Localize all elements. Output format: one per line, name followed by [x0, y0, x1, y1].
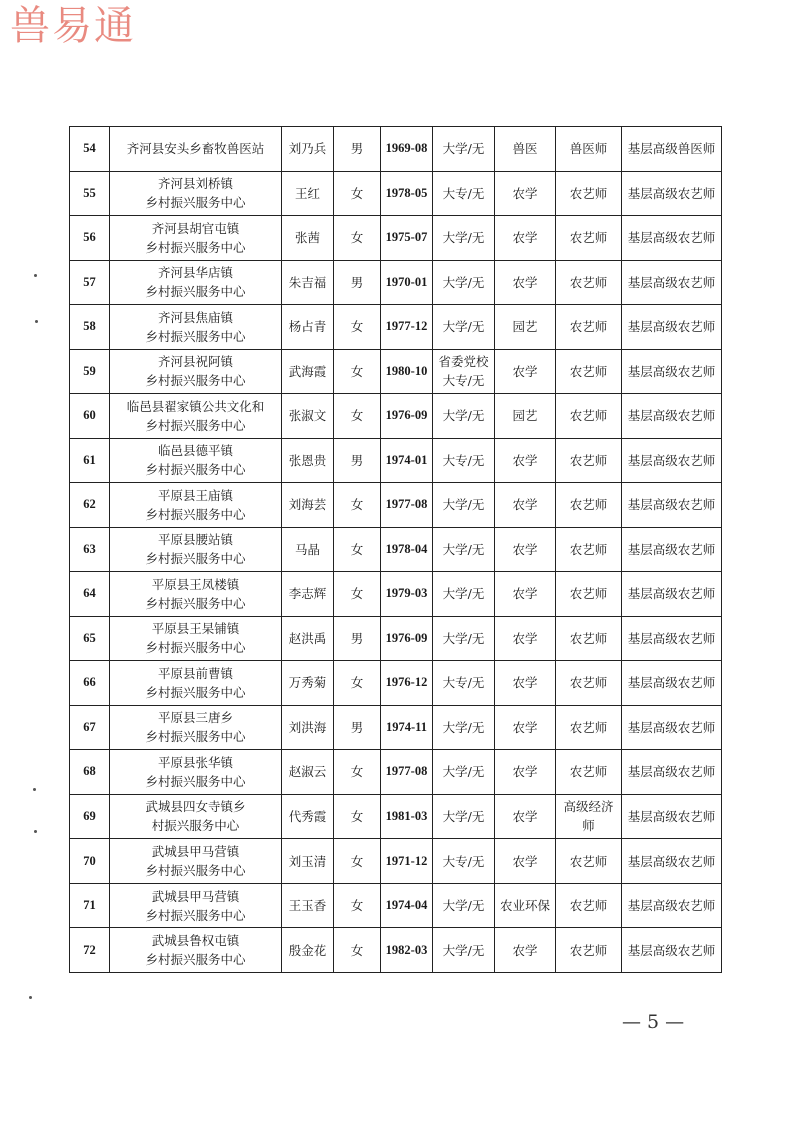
- cell-unit: [110, 572, 282, 617]
- cell-unit-line: 齐河县安头乡畜牧兽医站: [126, 141, 265, 157]
- table-row: [70, 127, 722, 172]
- cell-unit: [110, 661, 282, 706]
- cell-major: 农学: [495, 794, 556, 839]
- cell-title: [556, 171, 622, 216]
- cell-major: 农学: [495, 171, 556, 216]
- cell-major: 农学: [495, 527, 556, 572]
- cell-birth: 1970-01: [381, 260, 433, 305]
- cell-level: 基层高级农艺师: [622, 394, 722, 439]
- cell-title-line: 农艺师: [569, 230, 608, 246]
- cell-title-line: 师: [582, 818, 595, 834]
- cell-unit-line: 平原县王杲铺镇: [151, 621, 240, 637]
- cell-unit-line: 武城县四女寺镇乡: [145, 799, 246, 815]
- cell-title-line: 农艺师: [569, 274, 608, 290]
- table-row: [70, 394, 722, 439]
- cell-title: [556, 705, 622, 750]
- cell-unit: [110, 394, 282, 439]
- cell-edu: [433, 171, 495, 216]
- cell-name: 万秀菊: [282, 661, 334, 706]
- cell-edu-line: 大专/无: [442, 853, 485, 869]
- cell-no: 57: [70, 260, 110, 305]
- cell-edu-line: 大学/无: [442, 586, 485, 602]
- cell-name: 李志辉: [282, 572, 334, 617]
- cell-level: 基层高级农艺师: [622, 794, 722, 839]
- cell-unit-line: 平原县前曹镇: [157, 665, 233, 681]
- cell-edu: [433, 127, 495, 172]
- cell-major: 园艺: [495, 394, 556, 439]
- table-row: [70, 349, 722, 394]
- cell-title: [556, 616, 622, 661]
- cell-edu: [433, 527, 495, 572]
- cell-major: 农学: [495, 260, 556, 305]
- cell-gender: 女: [334, 839, 381, 884]
- cell-no: 66: [70, 661, 110, 706]
- cell-unit-line: 武城县鲁权屯镇: [151, 933, 240, 949]
- cell-unit-line: 临邑县翟家镇公共文化和: [126, 398, 265, 414]
- cell-major: 农学: [495, 438, 556, 483]
- cell-level: 基层高级农艺师: [622, 750, 722, 795]
- cell-no: 69: [70, 794, 110, 839]
- cell-gender: 女: [334, 794, 381, 839]
- cell-unit-line: 乡村振兴服务中心: [145, 595, 246, 611]
- cell-unit-line: 乡村振兴服务中心: [145, 284, 246, 300]
- cell-edu: [433, 572, 495, 617]
- cell-title: [556, 438, 622, 483]
- cell-unit: [110, 349, 282, 394]
- cell-unit: [110, 305, 282, 350]
- cell-unit-line: 齐河县胡官屯镇: [151, 220, 240, 236]
- cell-edu: [433, 883, 495, 928]
- table-row: [70, 750, 722, 795]
- cell-title-line: 农艺师: [569, 630, 608, 646]
- cell-gender: 男: [334, 260, 381, 305]
- cell-edu: [433, 305, 495, 350]
- cell-gender: 男: [334, 705, 381, 750]
- cell-gender: 女: [334, 661, 381, 706]
- cell-no: 63: [70, 527, 110, 572]
- scan-speck: [34, 830, 37, 833]
- cell-edu: [433, 438, 495, 483]
- cell-level: 基层高级农艺师: [622, 260, 722, 305]
- cell-major: 农学: [495, 349, 556, 394]
- cell-level: 基层高级农艺师: [622, 705, 722, 750]
- cell-title-line: 农艺师: [569, 675, 608, 691]
- cell-unit-line: 乡村振兴服务中心: [145, 551, 246, 567]
- cell-edu-line: 大学/无: [442, 141, 485, 157]
- cell-title: [556, 394, 622, 439]
- cell-edu-line: 大学/无: [442, 274, 485, 290]
- cell-gender: 女: [334, 305, 381, 350]
- cell-edu: [433, 483, 495, 528]
- cell-unit-line: 乡村振兴服务中心: [145, 195, 246, 211]
- cell-name: 朱吉福: [282, 260, 334, 305]
- cell-major: 农学: [495, 572, 556, 617]
- roster-table: [69, 126, 722, 973]
- cell-unit-line: 齐河县华店镇: [157, 265, 233, 281]
- cell-unit: [110, 260, 282, 305]
- cell-title: [556, 572, 622, 617]
- cell-unit-line: 乡村振兴服务中心: [145, 863, 246, 878]
- cell-gender: 男: [334, 127, 381, 172]
- cell-unit-line: 武城县甲马营镇: [151, 888, 240, 904]
- cell-unit: [110, 794, 282, 839]
- cell-no: 62: [70, 483, 110, 528]
- cell-name: 张淑文: [282, 394, 334, 439]
- cell-level: 基层高级农艺师: [622, 171, 722, 216]
- cell-edu-line: 大学/无: [442, 630, 485, 646]
- cell-birth: 1982-03: [381, 928, 433, 973]
- cell-edu-line: 大学/无: [442, 719, 485, 735]
- cell-birth: 1977-12: [381, 305, 433, 350]
- cell-edu-line: 大学/无: [442, 230, 485, 246]
- cell-title-line: 农艺师: [569, 497, 608, 513]
- cell-title-line: 农艺师: [569, 853, 608, 869]
- cell-title-line: 农艺师: [569, 363, 608, 379]
- cell-name: 刘玉清: [282, 839, 334, 884]
- cell-unit: [110, 483, 282, 528]
- table-row: [70, 171, 722, 216]
- cell-major: 农学: [495, 616, 556, 661]
- cell-no: 54: [70, 127, 110, 172]
- cell-title: [556, 305, 622, 350]
- cell-gender: 男: [334, 438, 381, 483]
- cell-birth: 1969-08: [381, 127, 433, 172]
- cell-level: 基层高级农艺师: [622, 883, 722, 928]
- cell-level: 基层高级农艺师: [622, 616, 722, 661]
- cell-major: 农学: [495, 483, 556, 528]
- cell-birth: 1977-08: [381, 483, 433, 528]
- cell-no: 71: [70, 883, 110, 928]
- cell-gender: 女: [334, 483, 381, 528]
- table-row: [70, 705, 722, 750]
- table-row: [70, 928, 722, 973]
- cell-name: 马晶: [282, 527, 334, 572]
- cell-birth: 1977-08: [381, 750, 433, 795]
- cell-major: 农学: [495, 661, 556, 706]
- cell-name: 刘乃兵: [282, 127, 334, 172]
- cell-birth: 1979-03: [381, 572, 433, 617]
- cell-no: 70: [70, 839, 110, 884]
- cell-edu-line: 大专/无: [442, 452, 485, 468]
- cell-edu: [433, 794, 495, 839]
- cell-birth: 1978-05: [381, 171, 433, 216]
- cell-title-line: 农艺师: [569, 942, 608, 958]
- cell-unit-line: 齐河县刘桥镇: [157, 176, 233, 192]
- cell-gender: 女: [334, 171, 381, 216]
- cell-no: 61: [70, 438, 110, 483]
- cell-major: 园艺: [495, 305, 556, 350]
- cell-level: 基层高级农艺师: [622, 216, 722, 261]
- table-row: [70, 305, 722, 350]
- watermark-logo: 兽易通: [10, 3, 136, 49]
- cell-edu: [433, 661, 495, 706]
- cell-unit-line: 乡村振兴服务中心: [145, 328, 246, 344]
- cell-unit-line: 武城县甲马营镇: [151, 844, 240, 859]
- cell-level: 基层高级农艺师: [622, 572, 722, 617]
- cell-unit-line: 平原县三唐乡: [157, 710, 233, 726]
- scan-speck: [34, 274, 37, 277]
- cell-title: [556, 794, 622, 839]
- cell-title-line: 农艺师: [569, 719, 608, 735]
- table-row: [70, 839, 722, 884]
- cell-birth: 1981-03: [381, 794, 433, 839]
- cell-birth: 1976-09: [381, 616, 433, 661]
- cell-no: 56: [70, 216, 110, 261]
- cell-major: 农学: [495, 750, 556, 795]
- cell-unit-line: 平原县张华镇: [157, 754, 233, 770]
- cell-edu: [433, 616, 495, 661]
- cell-gender: 女: [334, 883, 381, 928]
- cell-birth: 1974-11: [381, 705, 433, 750]
- cell-unit-line: 乡村振兴服务中心: [145, 417, 246, 433]
- cell-birth: 1975-07: [381, 216, 433, 261]
- cell-name: 武海霞: [282, 349, 334, 394]
- cell-title-line: 农艺师: [569, 586, 608, 602]
- cell-gender: 女: [334, 527, 381, 572]
- cell-title: [556, 127, 622, 172]
- cell-no: 59: [70, 349, 110, 394]
- cell-edu: [433, 705, 495, 750]
- cell-level: 基层高级农艺师: [622, 305, 722, 350]
- cell-unit-line: 村振兴服务中心: [151, 818, 240, 834]
- cell-title-line: 农艺师: [569, 185, 608, 201]
- cell-name: 王玉香: [282, 883, 334, 928]
- cell-name: 赵洪禹: [282, 616, 334, 661]
- cell-edu-line: 大学/无: [442, 942, 485, 958]
- cell-name: 刘海芸: [282, 483, 334, 528]
- cell-birth: 1974-04: [381, 883, 433, 928]
- cell-edu: [433, 260, 495, 305]
- cell-unit-line: 乡村振兴服务中心: [145, 684, 246, 700]
- cell-edu: [433, 750, 495, 795]
- cell-gender: 女: [334, 928, 381, 973]
- cell-name: 王红: [282, 171, 334, 216]
- cell-unit-line: 平原县王凤楼镇: [151, 576, 240, 592]
- cell-level: 基层高级农艺师: [622, 928, 722, 973]
- cell-edu-line: 大学/无: [442, 408, 485, 424]
- cell-gender: 女: [334, 216, 381, 261]
- table-row: [70, 527, 722, 572]
- cell-edu-line: 省委党校: [438, 354, 489, 370]
- cell-edu-line: 大学/无: [442, 541, 485, 557]
- table-row: [70, 216, 722, 261]
- cell-level: 基层高级农艺师: [622, 349, 722, 394]
- cell-unit-line: 齐河县祝阿镇: [157, 354, 233, 370]
- cell-no: 64: [70, 572, 110, 617]
- cell-unit-line: 平原县腰站镇: [157, 532, 233, 548]
- cell-title: [556, 216, 622, 261]
- page-number: — 5 —: [622, 1011, 685, 1033]
- cell-unit: [110, 883, 282, 928]
- cell-major: 农业环保: [495, 883, 556, 928]
- cell-birth: 1976-12: [381, 661, 433, 706]
- cell-name: 杨占青: [282, 305, 334, 350]
- cell-birth: 1971-12: [381, 839, 433, 884]
- cell-unit-line: 乡村振兴服务中心: [145, 773, 246, 789]
- cell-name: 殷金花: [282, 928, 334, 973]
- cell-no: 72: [70, 928, 110, 973]
- cell-unit: [110, 705, 282, 750]
- table-row: [70, 260, 722, 305]
- cell-title-line: 高级经济: [563, 799, 614, 815]
- cell-unit: [110, 216, 282, 261]
- table-row: [70, 661, 722, 706]
- cell-gender: 女: [334, 394, 381, 439]
- cell-unit-line: 乡村振兴服务中心: [145, 907, 246, 923]
- cell-birth: 1980-10: [381, 349, 433, 394]
- cell-title-line: 农艺师: [569, 408, 608, 424]
- cell-major: 农学: [495, 928, 556, 973]
- cell-major: 农学: [495, 216, 556, 261]
- cell-title: [556, 661, 622, 706]
- cell-unit-line: 乡村振兴服务中心: [145, 640, 246, 656]
- cell-name: 赵淑云: [282, 750, 334, 795]
- cell-level: 基层高级农艺师: [622, 438, 722, 483]
- table-row: [70, 616, 722, 661]
- table-row: [70, 438, 722, 483]
- cell-title: [556, 750, 622, 795]
- cell-unit-line: 乡村振兴服务中心: [145, 952, 246, 968]
- cell-level: 基层高级农艺师: [622, 483, 722, 528]
- cell-unit-line: 乡村振兴服务中心: [145, 373, 246, 389]
- cell-edu-line: 大专/无: [442, 373, 485, 389]
- cell-title-line: 兽医师: [569, 141, 608, 157]
- cell-name: 刘洪海: [282, 705, 334, 750]
- cell-edu: [433, 216, 495, 261]
- cell-no: 65: [70, 616, 110, 661]
- cell-no: 58: [70, 305, 110, 350]
- cell-birth: 1974-01: [381, 438, 433, 483]
- cell-title-line: 农艺师: [569, 319, 608, 335]
- cell-unit: [110, 127, 282, 172]
- cell-unit: [110, 616, 282, 661]
- cell-edu: [433, 839, 495, 884]
- cell-unit-line: 平原县王庙镇: [157, 487, 233, 503]
- cell-gender: 女: [334, 750, 381, 795]
- cell-level: 基层高级农艺师: [622, 527, 722, 572]
- cell-level: 基层高级农艺师: [622, 839, 722, 884]
- cell-edu-line: 大学/无: [442, 497, 485, 513]
- cell-unit: [110, 527, 282, 572]
- cell-birth: 1978-04: [381, 527, 433, 572]
- cell-title-line: 农艺师: [569, 898, 608, 914]
- scan-speck: [29, 996, 32, 999]
- cell-edu-line: 大专/无: [442, 675, 485, 691]
- cell-edu: [433, 394, 495, 439]
- scan-speck: [35, 320, 38, 323]
- cell-unit: [110, 928, 282, 973]
- cell-unit: [110, 438, 282, 483]
- cell-no: 55: [70, 171, 110, 216]
- cell-title: [556, 883, 622, 928]
- cell-edu: [433, 349, 495, 394]
- table-row: [70, 483, 722, 528]
- cell-unit: [110, 839, 282, 884]
- table-row: [70, 794, 722, 839]
- cell-title: [556, 928, 622, 973]
- cell-major: 兽医: [495, 127, 556, 172]
- cell-title: [556, 839, 622, 884]
- cell-unit-line: 乡村振兴服务中心: [145, 462, 246, 478]
- cell-title: [556, 260, 622, 305]
- cell-level: 基层高级兽医师: [622, 127, 722, 172]
- cell-unit-line: 乡村振兴服务中心: [145, 729, 246, 745]
- cell-unit-line: 乡村振兴服务中心: [145, 506, 246, 522]
- cell-name: 张茜: [282, 216, 334, 261]
- cell-birth: 1976-09: [381, 394, 433, 439]
- cell-gender: 男: [334, 616, 381, 661]
- cell-edu: [433, 928, 495, 973]
- cell-title-line: 农艺师: [569, 452, 608, 468]
- cell-title-line: 农艺师: [569, 764, 608, 780]
- cell-gender: 女: [334, 572, 381, 617]
- cell-major: 农学: [495, 705, 556, 750]
- cell-title: [556, 483, 622, 528]
- cell-major: 农学: [495, 839, 556, 884]
- cell-edu-line: 大学/无: [442, 808, 485, 824]
- cell-unit: [110, 750, 282, 795]
- cell-unit: [110, 171, 282, 216]
- table-row: [70, 572, 722, 617]
- cell-gender: 女: [334, 349, 381, 394]
- cell-name: 张恩贵: [282, 438, 334, 483]
- cell-no: 67: [70, 705, 110, 750]
- cell-unit-line: 临邑县德平镇: [157, 443, 233, 459]
- cell-edu-line: 大专/无: [442, 185, 485, 201]
- cell-edu-line: 大学/无: [442, 764, 485, 780]
- cell-name: 代秀霞: [282, 794, 334, 839]
- table-row: [70, 883, 722, 928]
- cell-edu-line: 大学/无: [442, 898, 485, 914]
- cell-edu-line: 大学/无: [442, 319, 485, 335]
- roster-body: [70, 127, 722, 973]
- cell-unit-line: 乡村振兴服务中心: [145, 239, 246, 255]
- cell-title: [556, 527, 622, 572]
- cell-level: 基层高级农艺师: [622, 661, 722, 706]
- cell-title: [556, 349, 622, 394]
- cell-title-line: 农艺师: [569, 541, 608, 557]
- cell-no: 60: [70, 394, 110, 439]
- cell-unit-line: 齐河县焦庙镇: [157, 309, 233, 325]
- scan-speck: [33, 788, 36, 791]
- cell-no: 68: [70, 750, 110, 795]
